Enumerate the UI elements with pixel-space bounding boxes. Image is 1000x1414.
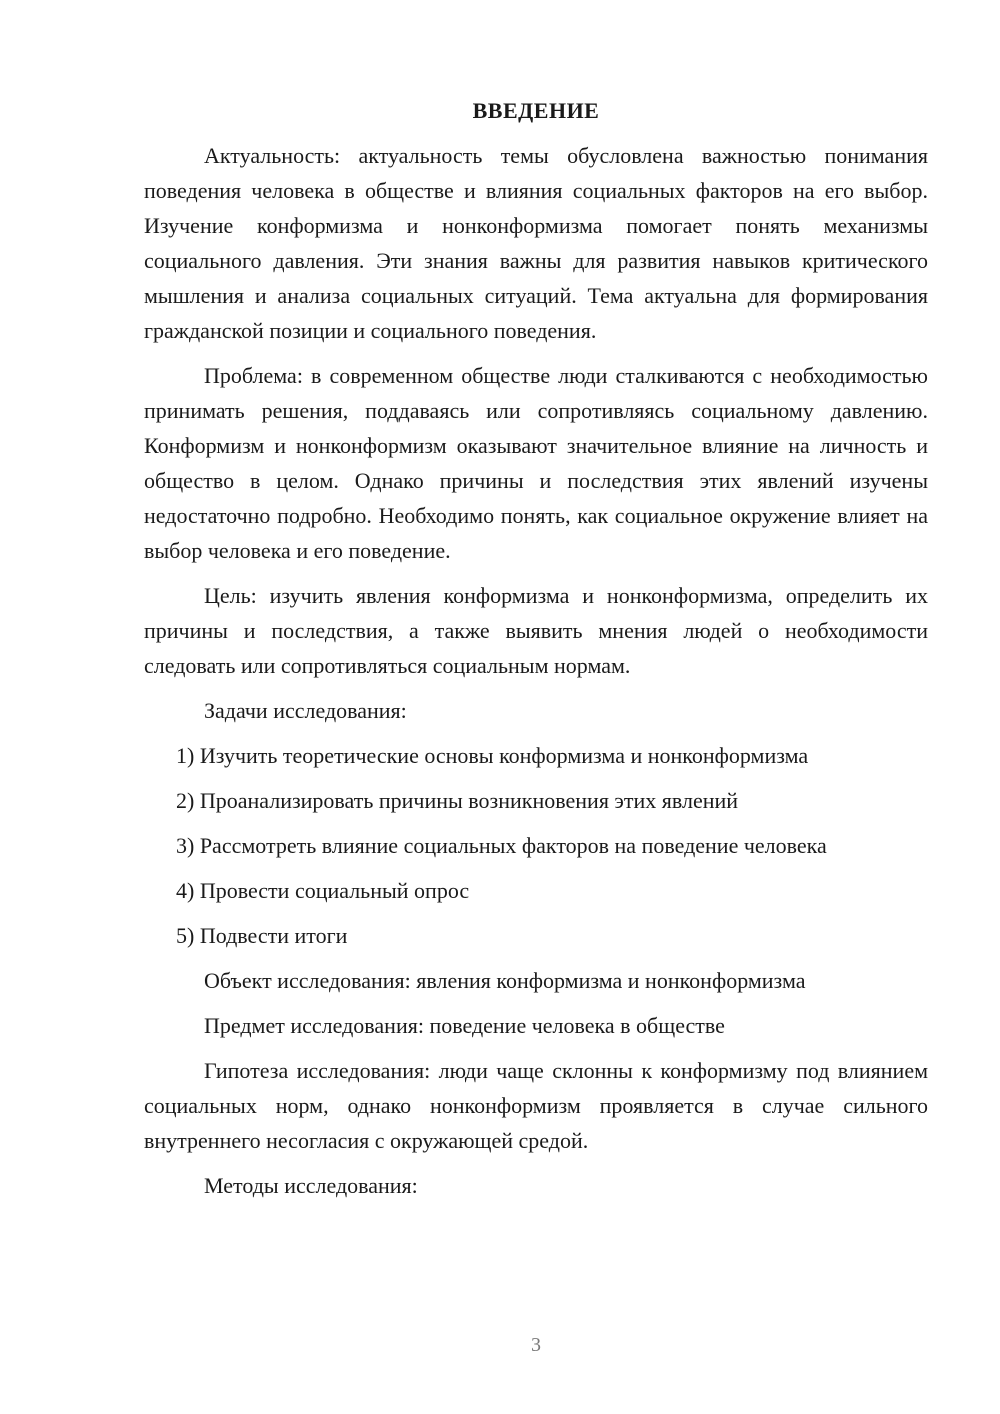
task-item: 2) Проанализировать причины возникновения этих явлений [176,788,739,813]
page-number-footer [0,1332,1000,1358]
tasks-list [144,738,928,953]
task-item: 1) Изучить теоретические основы конформизма и нонконформизма [176,743,809,768]
paragraph-goal: Цель: изучить явления конформизма и нонконформизма, определить их причины и последствия, а также выявить мнения людей о необходимости следовать или сопротивляться социальным нормам. [144,583,928,678]
methods-heading: Методы исследования: [204,1173,418,1198]
paragraph-object: Объект исследования: явления конформизма и нонконформизма [204,968,806,993]
document-body [144,96,928,1213]
task-item: 4) Провести социальный опрос [176,878,470,903]
section-title: ВВЕДЕНИЕ [472,98,600,123]
paragraph-subject: Предмет исследования: поведение человека в обществе [204,1013,725,1038]
tasks-heading: Задачи исследования: [204,698,407,723]
page-number: 3 [531,1334,541,1356]
task-item: 3) Рассмотреть влияние социальных факторов на поведение человека [176,833,827,858]
paragraph-problem: Проблема: в современном обществе люди сталкиваются с необходимостью принимать решения, поддаваясь или сопротивляясь социальному давлению. Конформизм и нонконформизм оказывают значительное влияние на личность и общество в целом. Однако причины и последствия этих явлений изучены недостаточно подробно. Необходимо понять, как социальное окружение влияет на выбор человека и его поведение. [144,363,928,563]
task-item: 5) Подвести итоги [176,923,348,948]
paragraph-hypothesis: Гипотеза исследования: люди чаще склонны к конформизму под влиянием социальных норм, однако нонконформизм проявляется в случае сильного внутреннего несогласия с окружающей средой. [144,1058,928,1153]
paragraph-relevance: Актуальность: актуальность темы обусловлена важностью понимания поведения человека в обществе и влияния социальных факторов на его выбор. Изучение конформизма и нонконформизма помогает понять механизмы социального давления. Эти знания важны для развития навыков критического мышления и анализа социальных ситуаций. Тема актуальна для формирования гражданской позиции и социального поведения. [144,143,928,343]
